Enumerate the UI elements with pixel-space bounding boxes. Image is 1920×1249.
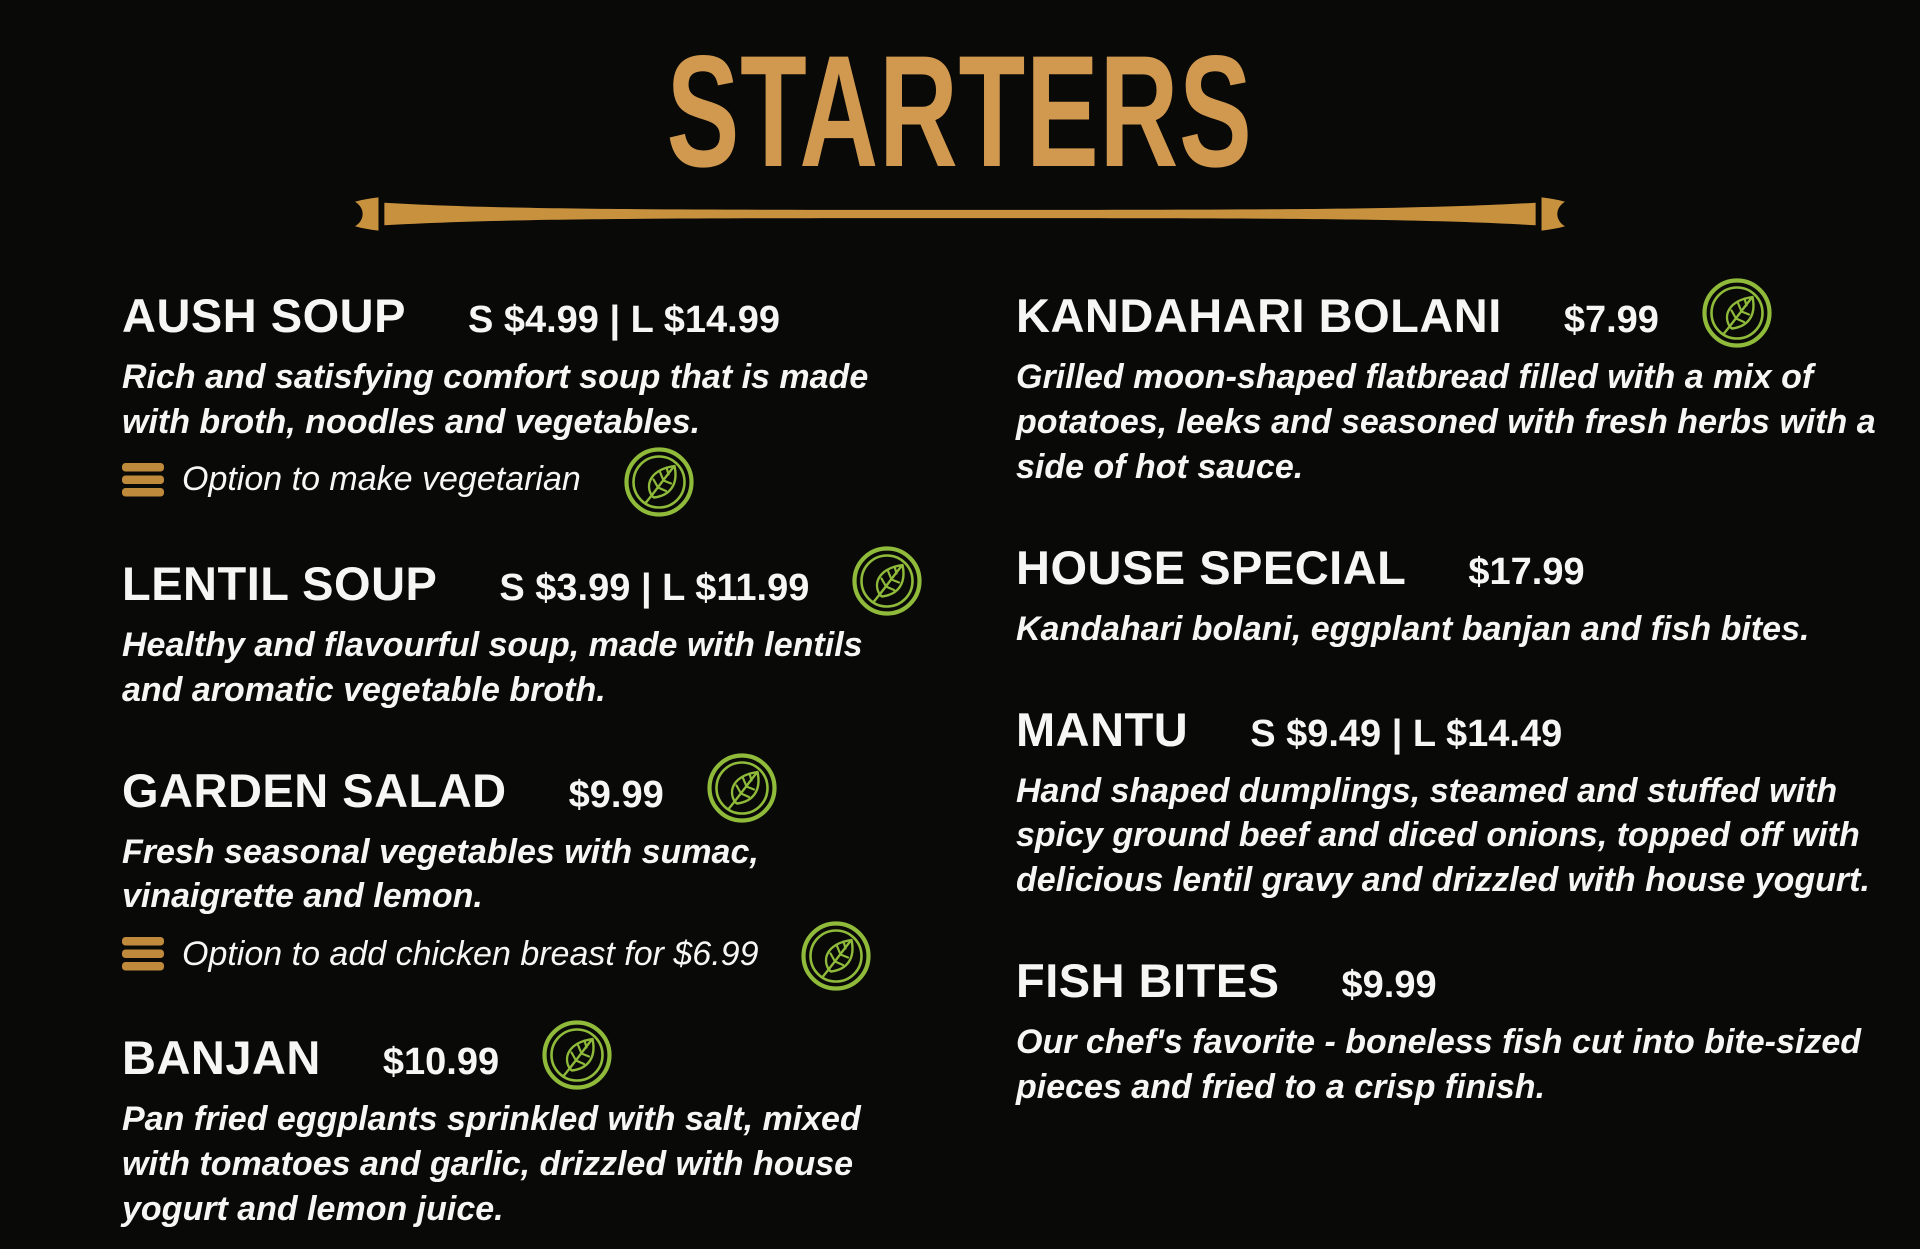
option-lines-icon (122, 463, 164, 497)
option-lines-icon (122, 937, 164, 971)
item-description: Grilled moon-shaped flatbread filled with a mix of potatoes, leeks and seasoned with fresh herbs with a side of hot sauce. (1016, 358, 1876, 486)
item-price: $9.99 (568, 773, 664, 816)
vegetarian-leaf-icon (800, 920, 872, 992)
item-header-row (122, 763, 930, 821)
vegetarian-leaf-icon (1701, 277, 1773, 349)
item-option-row (122, 928, 930, 980)
menu-item (122, 1030, 930, 1232)
menu-column-left (122, 288, 930, 1249)
item-header-row (1016, 702, 1878, 760)
item-name: LENTIL SOUP (122, 556, 438, 610)
item-name: MANTU (1016, 702, 1189, 756)
item-price: $10.99 (382, 1041, 500, 1084)
item-price: $7.99 (1563, 299, 1659, 341)
item-header-row (122, 288, 930, 346)
page-title-text: STARTERS (666, 23, 1253, 201)
item-price: $17.99 (1468, 550, 1585, 593)
menu-item (1016, 953, 1878, 1110)
vegetarian-leaf-icon (851, 545, 923, 617)
item-name: KANDAHARI BOLANI (1016, 289, 1502, 342)
item-option-text: Option to add chicken breast for $6.99 (182, 934, 759, 973)
item-name: AUSH SOUP (122, 289, 406, 342)
item-description: Fresh seasonal vegetables with sumac, vinaigrette and lemon. (122, 832, 759, 916)
menu-column-right (1016, 288, 1878, 1249)
item-name: HOUSE SPECIAL (1016, 540, 1407, 594)
item-description: Our chef's favorite - boneless fish cut into bite-sized pieces and fried to a crisp finish. (1016, 1023, 1862, 1106)
item-price: $9.99 (1341, 964, 1437, 1007)
item-header-row (122, 556, 930, 614)
vegetarian-leaf-icon (623, 446, 695, 518)
menu-item (1016, 702, 1878, 904)
menu-header (0, 0, 1920, 234)
item-description: Healthy and flavourful soup, made with lentils and aromatic vegetable broth. (122, 625, 863, 709)
menu-item (1016, 288, 1878, 490)
menu-item (122, 288, 930, 506)
menu-columns (0, 234, 1920, 1249)
vegetarian-leaf-icon (706, 752, 778, 824)
menu-item (1016, 540, 1878, 652)
item-name: BANJAN (122, 1031, 321, 1085)
item-price: S $9.49 | L $14.49 (1250, 712, 1563, 755)
page-title (0, 23, 1920, 201)
item-description: Pan fried eggplants sprinkled with salt, mixed with tomatoes and garlic, drizzled with house yogurt and lemon juice. (122, 1100, 861, 1228)
item-price: S $4.99 | L $14.99 (467, 299, 780, 341)
item-price: S $3.99 | L $11.99 (499, 566, 810, 609)
item-option-row (122, 454, 930, 506)
item-header-row (122, 1030, 930, 1088)
item-header-row (1016, 953, 1878, 1011)
item-header-row (1016, 540, 1878, 598)
menu-item (122, 556, 930, 713)
item-header-row (1016, 288, 1878, 346)
vegetarian-leaf-icon (541, 1019, 613, 1091)
menu-item (122, 763, 930, 981)
item-name: FISH BITES (1016, 954, 1280, 1008)
item-description: Hand shaped dumplings, steamed and stuffed with spicy ground beef and diced onions, topped off with delicious lentil gravy and drizzled with house yogurt. (1016, 771, 1870, 900)
item-option-text: Option to make vegetarian (182, 460, 581, 499)
item-description: Rich and satisfying comfort soup that is made with broth, noodles and vegetables. (122, 358, 869, 441)
item-description: Kandahari bolani, eggplant banjan and fish bites. (1016, 609, 1810, 648)
item-name: GARDEN SALAD (122, 763, 507, 817)
